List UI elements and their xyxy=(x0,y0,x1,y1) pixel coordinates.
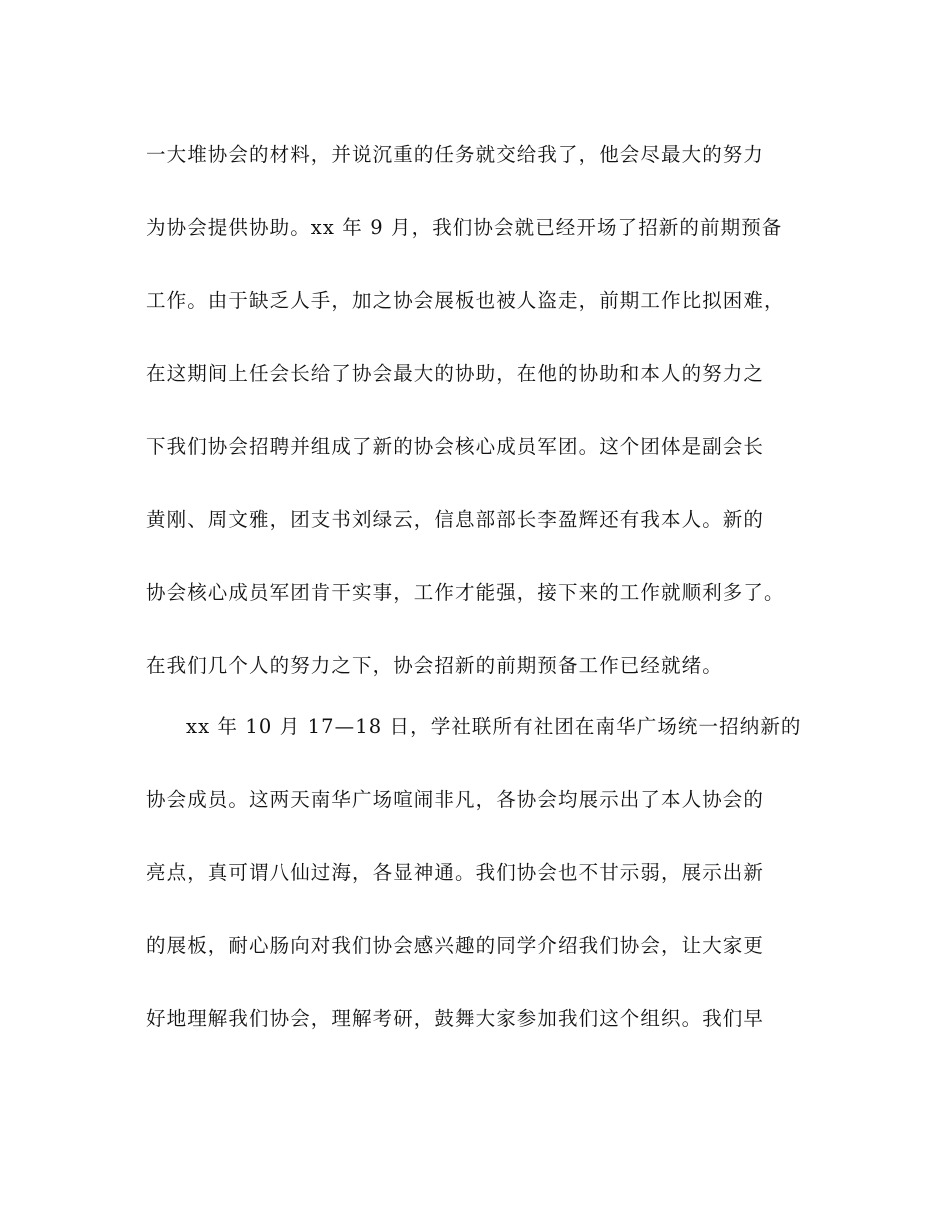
text-line: 协会核心成员军团肯干实事，工作才能强，接下来的工作就顺利多了。 xyxy=(146,581,785,604)
text-line: 下我们协会招聘并组成了新的协会核心成员军团。这个团体是副会长 xyxy=(146,435,765,458)
text-line: 的展板，耐心肠向对我们协会感兴趣的同学介绍我们协会，让大家更 xyxy=(146,934,765,957)
text-line: 好地理解我们协会，理解考研，鼓舞大家参加我们这个组织。我们早 xyxy=(146,1007,765,1030)
paragraph-first-line: xx 年 10 月 17—18 日，学社联所有社团在南华广场统一招纳新的 xyxy=(186,715,802,738)
text-line: 为协会提供协助。xx 年 9 月，我们协会就已经开场了招新的前期预备 xyxy=(146,216,783,239)
text-line: 亮点，真可谓八仙过海，各显神通。我们协会也不甘示弱，展示出新 xyxy=(146,861,765,884)
text-line: 工作。由于缺乏人手，加之协会展板也被人盗走，前期工作比拟困难， xyxy=(146,289,785,312)
text-line: 黄刚、周文雅，团支书刘绿云，信息部部长李盈辉还有我本人。新的 xyxy=(146,508,765,531)
text-line: 在我们几个人的努力之下，协会招新的前期预备工作已经就绪。 xyxy=(146,654,723,677)
text-line: 一大堆协会的材料，并说沉重的任务就交给我了，他会尽最大的努力 xyxy=(146,143,765,166)
text-line: 协会成员。这两天南华广场喧闹非凡，各协会均展示出了本人协会的 xyxy=(146,788,765,811)
text-line: 在这期间上任会长给了协会最大的协助，在他的协助和本人的努力之 xyxy=(146,362,765,385)
